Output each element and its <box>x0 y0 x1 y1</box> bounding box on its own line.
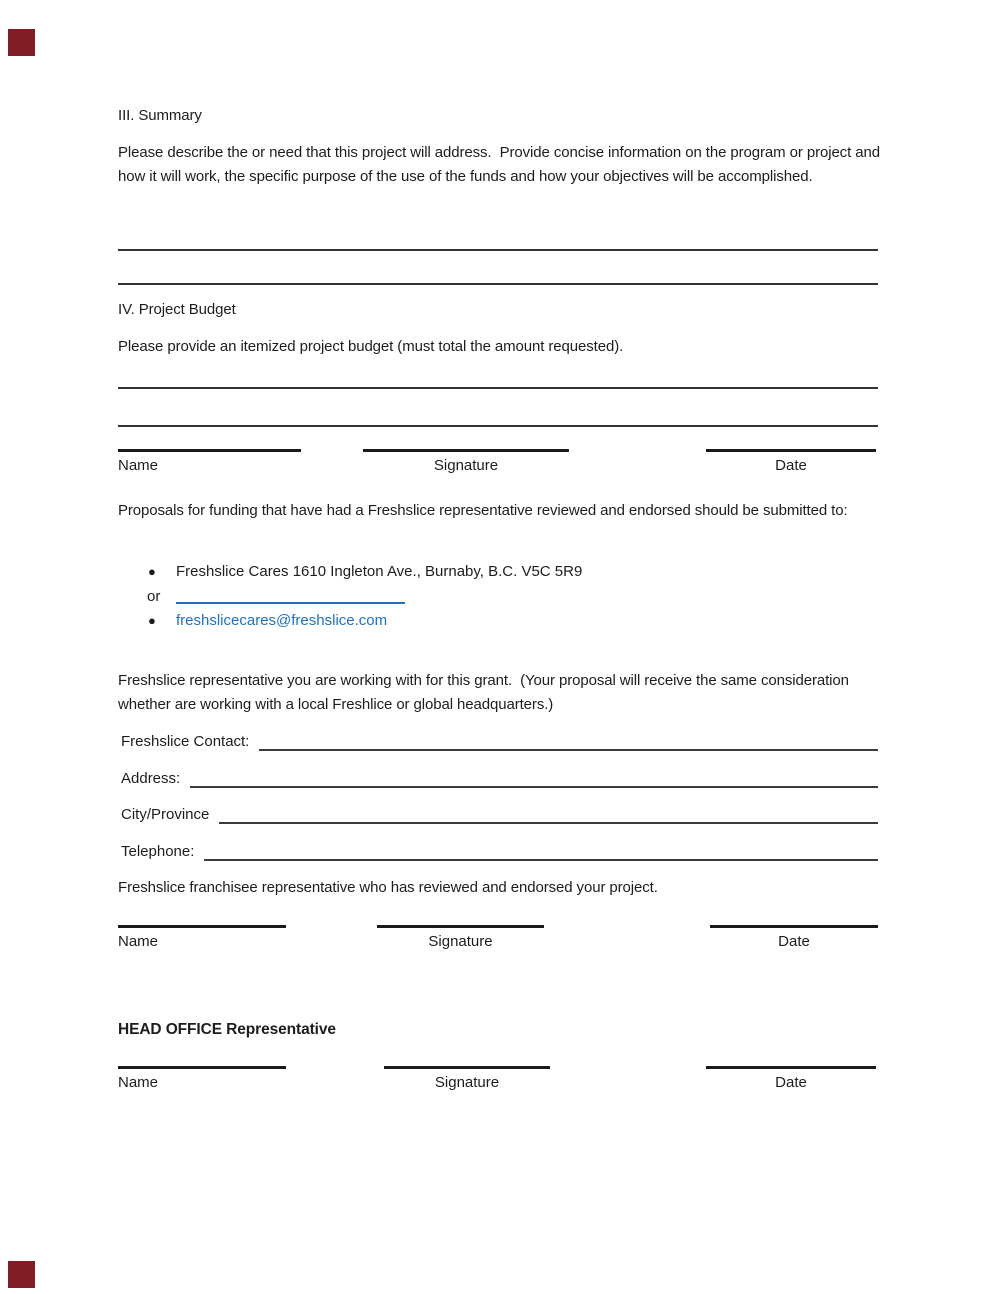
freshslice-contact-line <box>259 730 878 751</box>
signature-label: Signature <box>433 457 499 474</box>
signature-block-date <box>710 925 878 954</box>
field-row-city-province <box>121 803 878 827</box>
date-label: Date <box>775 1074 807 1091</box>
mailing-address-text: Freshslice Cares 1610 Ingleton Ave., Burnaby, B.C. V5C 5R9 <box>176 563 583 580</box>
name-label: Name <box>118 933 159 950</box>
telephone-line <box>204 840 878 861</box>
city-province-label: City/Province <box>121 806 210 823</box>
name-label: Name <box>118 457 159 474</box>
city-province-line <box>219 803 878 824</box>
signature-block-name <box>118 449 301 478</box>
field-row-freshslice-contact <box>121 730 878 754</box>
signature-block-signature <box>377 925 544 954</box>
fill-line <box>118 225 878 251</box>
bullet-icon: ● <box>148 564 156 579</box>
list-item-email <box>148 609 788 633</box>
email-link[interactable]: freshslicecares@freshslice.com <box>176 612 388 629</box>
address-label: Address: <box>121 770 181 787</box>
list-item-address <box>148 560 788 584</box>
date-label: Date <box>778 933 810 950</box>
date-label: Date <box>775 457 807 474</box>
signature-block-date <box>706 1066 876 1095</box>
bullet-icon: ● <box>148 613 156 628</box>
blank-hyperlink-underline <box>176 602 405 604</box>
signature-block-signature <box>363 449 569 478</box>
telephone-label: Telephone: <box>121 843 195 860</box>
or-label: or <box>147 588 161 605</box>
section-heading-head-office: HEAD OFFICE Representative <box>118 1021 336 1038</box>
name-label: Name <box>118 1074 159 1091</box>
signature-block-signature <box>384 1066 550 1095</box>
fill-line <box>118 363 878 389</box>
submission-instructions: Proposals for funding that have had a Freshslice representative reviewed and endorsed should be submitted to: <box>118 502 848 519</box>
field-row-telephone <box>121 840 878 864</box>
page-corner-marker-top <box>8 29 35 56</box>
fill-line <box>118 401 878 427</box>
section-heading-budget: IV. Project Budget <box>118 301 236 318</box>
fill-line <box>118 259 878 285</box>
signature-label: Signature <box>434 1074 500 1091</box>
budget-instructions: Please provide an itemized project budget (must total the amount requested). <box>118 338 624 355</box>
signature-block-name <box>118 925 286 954</box>
signature-block-date <box>706 449 876 478</box>
section-heading-summary: III. Summary <box>118 107 202 124</box>
page-corner-marker-bottom <box>8 1261 35 1288</box>
address-line <box>190 767 878 788</box>
franchisee-instructions: Freshslice franchisee representative who has reviewed and endorsed your project. <box>118 879 658 896</box>
representative-instructions: Freshslice representative you are working with for this grant. (Your proposal will receive the same consideration whether are working with a local Freshlice or global headquarters.) <box>118 672 849 713</box>
signature-block-name <box>118 1066 286 1095</box>
signature-label: Signature <box>428 933 493 950</box>
summary-instructions: Please describe the or need that this project will address. Provide concise information on the program or project and how it will work, the specific purpose of the use of the funds and how your objectives will be accomplished. <box>118 144 880 185</box>
field-row-address <box>121 767 878 791</box>
freshslice-contact-label: Freshslice Contact: <box>121 733 250 750</box>
